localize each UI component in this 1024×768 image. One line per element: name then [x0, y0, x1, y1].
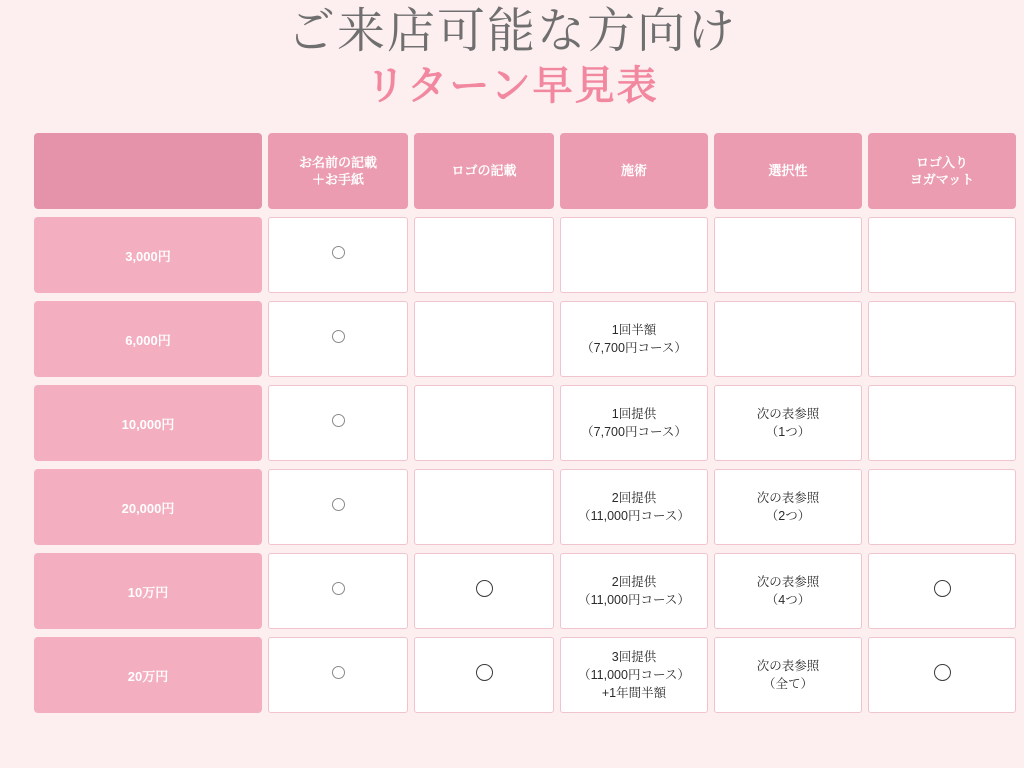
circle-mark-icon [332, 666, 345, 679]
row-header-price: 20,000円 [34, 469, 262, 545]
cell-logo [414, 385, 554, 461]
circle-mark-icon [934, 580, 951, 597]
cell-line: （7,700円コース） [581, 341, 687, 356]
table-row [34, 469, 1016, 545]
cell-treatment [560, 301, 708, 377]
cell-selectable [714, 217, 862, 293]
cell-yogamat [868, 469, 1016, 545]
cell-line: （2つ） [765, 509, 811, 524]
column-header-line: ヨガマット [909, 172, 975, 188]
cell-treatment [560, 469, 708, 545]
cell-line: （1つ） [765, 425, 811, 440]
cell-line: 1回提供 [611, 407, 657, 422]
column-header-line: ＋お手紙 [311, 172, 364, 188]
cell-line: （11,000円コース） [578, 668, 690, 683]
table-row [34, 301, 1016, 377]
cell-line: （4つ） [765, 593, 811, 608]
column-header-line: ロゴ入り [915, 154, 968, 170]
cell-selectable [714, 385, 862, 461]
column-header-name-letter [268, 133, 408, 209]
cell-line: 次の表参照 [756, 407, 820, 422]
table-row [34, 385, 1016, 461]
table-row [34, 553, 1016, 629]
row-header-price: 3,000円 [34, 217, 262, 293]
circle-mark-icon [332, 498, 345, 511]
cell-yogamat [868, 217, 1016, 293]
cell-name-letter [268, 553, 408, 629]
cell-selectable [714, 301, 862, 377]
cell-line: 2回提供 [611, 491, 657, 506]
cell-line: 1回半額 [611, 323, 657, 338]
cell-line: （7,700円コース） [581, 425, 687, 440]
cell-selectable [714, 637, 862, 713]
cell-yogamat [868, 385, 1016, 461]
column-header-line: 選択性 [768, 163, 808, 179]
column-header-logo [414, 133, 554, 209]
cell-logo [414, 553, 554, 629]
cell-name-letter [268, 217, 408, 293]
cell-line: 次の表参照 [756, 575, 820, 590]
cell-selectable [714, 553, 862, 629]
circle-mark-icon [934, 664, 951, 681]
cell-yogamat [868, 553, 1016, 629]
row-header-price: 10万円 [34, 553, 262, 629]
circle-mark-icon [332, 330, 345, 343]
column-header-selectable [714, 133, 862, 209]
cell-treatment [560, 385, 708, 461]
cell-treatment [560, 637, 708, 713]
cell-line: （11,000円コース） [578, 509, 690, 524]
cell-logo [414, 217, 554, 293]
circle-mark-icon [332, 414, 345, 427]
return-comparison-table [28, 125, 1022, 721]
row-header-price: 6,000円 [34, 301, 262, 377]
column-header-line: ロゴの記載 [451, 163, 517, 179]
cell-line: （全て） [762, 677, 813, 692]
cell-line: 次の表参照 [756, 491, 820, 506]
cell-line: （11,000円コース） [578, 593, 690, 608]
cell-name-letter [268, 385, 408, 461]
column-header-treatment [560, 133, 708, 209]
cell-name-letter [268, 469, 408, 545]
circle-mark-icon [332, 582, 345, 595]
table-row [34, 217, 1016, 293]
column-header-line: 施術 [620, 163, 647, 179]
page-title: ご来店可能な方向け [286, 5, 737, 58]
cell-name-letter [268, 301, 408, 377]
row-header-price: 10,000円 [34, 385, 262, 461]
column-header-line: お名前の記載 [298, 154, 377, 170]
table-header [34, 133, 1016, 209]
table-header-row [34, 133, 1016, 209]
circle-mark-icon [476, 580, 493, 597]
cell-line: 2回提供 [611, 575, 657, 590]
cell-name-letter [268, 637, 408, 713]
cell-treatment [560, 217, 708, 293]
column-header-yogamat [868, 133, 1016, 209]
cell-line: +1年間半額 [601, 686, 667, 701]
cell-yogamat [868, 637, 1016, 713]
page-subtitle: リターン早見表 [365, 64, 659, 109]
cell-treatment [560, 553, 708, 629]
cell-logo [414, 637, 554, 713]
circle-mark-icon [476, 664, 493, 681]
row-header-price: 20万円 [34, 637, 262, 713]
cell-logo [414, 469, 554, 545]
cell-selectable [714, 469, 862, 545]
table-row [34, 637, 1016, 713]
cell-line: 3回提供 [611, 650, 657, 664]
table-body [34, 217, 1016, 713]
table-corner-cell [34, 133, 262, 209]
table-container [0, 109, 1024, 721]
cell-line: 次の表参照 [756, 659, 820, 674]
cell-yogamat [868, 301, 1016, 377]
circle-mark-icon [332, 246, 345, 259]
cell-logo [414, 301, 554, 377]
title-block [0, 0, 1024, 109]
